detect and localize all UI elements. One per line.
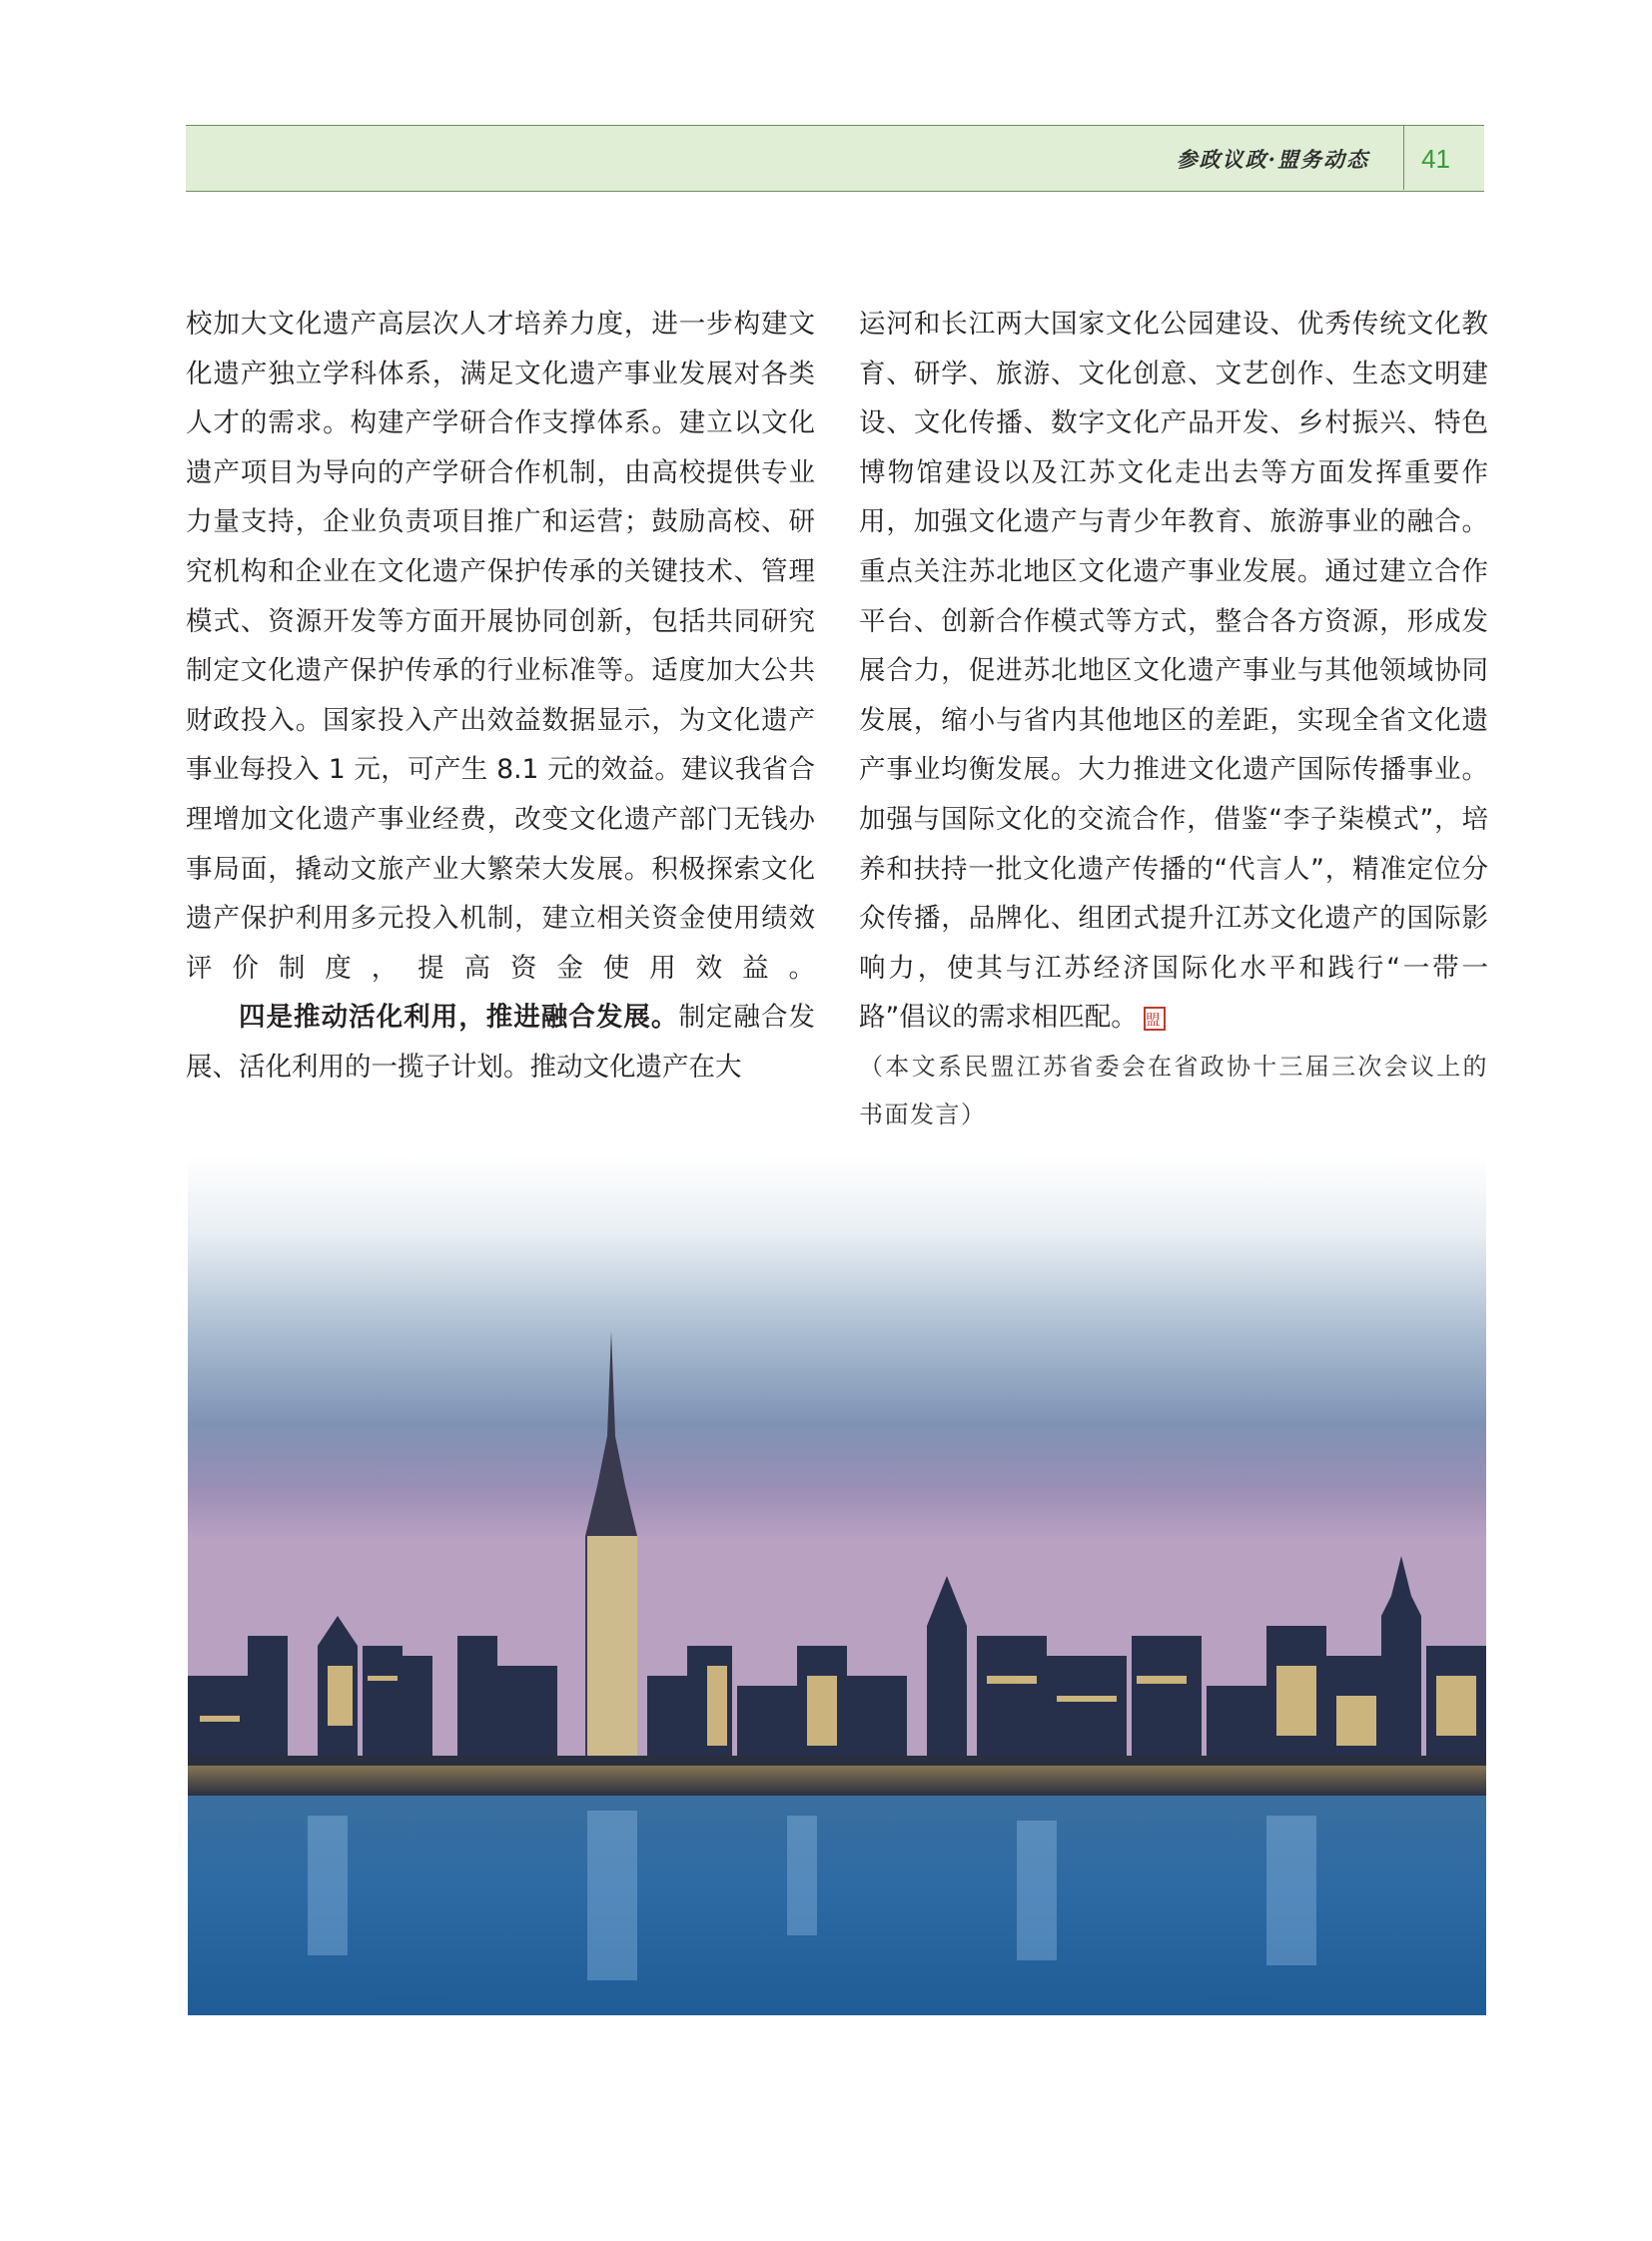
- end-mark-seal: 盟: [1144, 1007, 1166, 1031]
- right-column: [859, 300, 1488, 1138]
- right-body: 运河和长江两大国家文化公园建设、优秀传统文化教育、研学、旅游、文化创意、文艺创作、生态文明建设、文化传播、数字文化产品开发、乡村振兴、特色博物馆建设以及江苏文化走出去等方面发挥重要作用，加强文化遗产与青少年教育、旅游事业的融合。重点关注苏北地区文化遗产事业发展。通过建立合作平台、创新合作模式等方式，整合各方资源，形成发展合力，促进苏北地区文化遗产事业与其他领域协同发展，缩小与省内其他地区的差距，实现全省文化遗产事业均衡发展。大力推进文化遗产国际传播事业。加强与国际文化的交流合作，借鉴“李子柒模式”，培养和扶持一批文化遗产传播的“代言人”，精准定位分众传播，品牌化、组团式提升江苏文化遗产的国际影响力，使其与江苏经济国际化水平和践行“一带一路”倡议的需求相匹配。: [859, 309, 1488, 1034]
- left-paragraph-1: 校加大文化遗产高层次人才培养力度，进一步构建文化遗产独立学科体系，满足文化遗产事业发展对各类人才的需求。构建产学研合作支撑体系。建立以文化遗产项目为导向的产学研合作机制，由高校提供专业力量支持，企业负责项目推广和运营；鼓励高校、研究机构和企业在文化遗产保护传承的关键技术、管理模式、资源开发等方面开展协同创新，包括共同研究制定文化遗产保护传承的行业标准等。适度加大公共财政投入。国家投入产出效益数据显示，为文化遗产事业每投入 1 元，可产生 8.1 元的效益。建议我省合理增加文化遗产事业经费，改变文化遗产部门无钱办事局面，撬动文旅产业大繁荣大发展。积极探索文化遗产保护利用多元投入机制，建立相关资金使用绩效评价制度，提高资金使用效益。: [186, 309, 815, 984]
- source-note: （本文系民盟江苏省委会在省政协十三届三次会议上的书面发言）: [859, 1052, 1488, 1128]
- page-number: 41: [1421, 144, 1450, 174]
- running-header: [186, 125, 1484, 192]
- left-paragraph-2: [186, 993, 815, 1092]
- shore-glow: [188, 1766, 1486, 1796]
- right-paragraph: [859, 300, 1488, 1043]
- section-body: 制定融合发展、活化利用的一揽子计划。推动文化遗产在大: [186, 1002, 816, 1083]
- header-divider: [1403, 126, 1405, 190]
- left-column: [186, 300, 815, 1093]
- city-skyline-photo: [188, 1156, 1486, 2015]
- section-lead: 四是推动活化利用，推进融合发展。: [239, 1002, 679, 1034]
- section-title: 参政议政·盟务动态: [1176, 147, 1369, 172]
